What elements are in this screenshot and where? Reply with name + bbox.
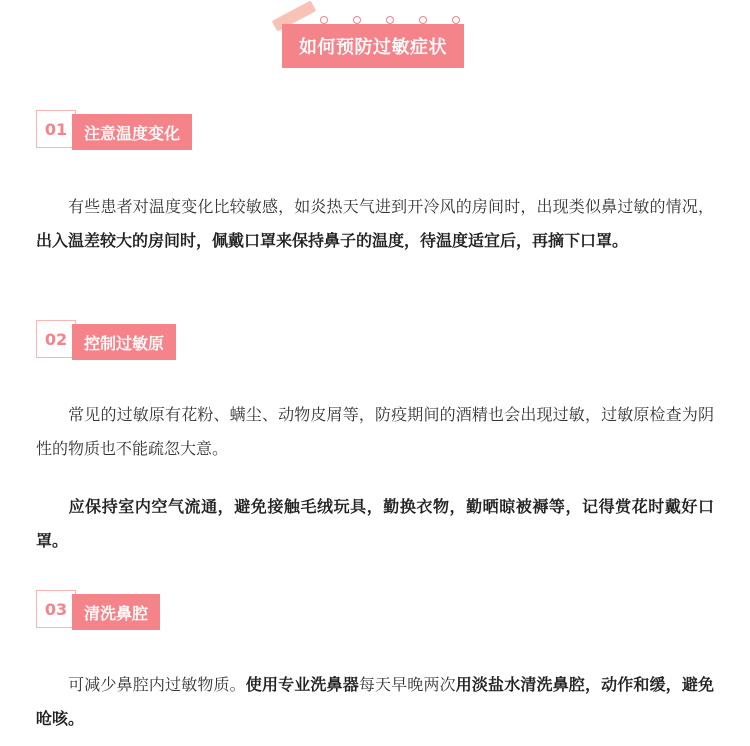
section-number: 02 bbox=[36, 320, 76, 358]
paragraph-text: 常见的过敏原有花粉、螨尘、动物皮屑等，防疫期间的酒精也会出现过敏，过敏原检查为阴性的物质也不能疏忽大意。 bbox=[36, 405, 714, 458]
dot bbox=[386, 16, 394, 24]
paragraph-bold-text: 用淡盐水清洗鼻腔，动作和缓，避免呛咳。 bbox=[36, 675, 714, 728]
paragraph-bold-text: 应保持室内空气流通，避免接触毛绒玩具，勤换衣物，勤晒晾被褥等，记得赏花时戴好口罩。 bbox=[36, 497, 714, 550]
paragraph-text: 有些患者对温度变化比较敏感，如炎热天气进到开冷风的房间时，出现类似鼻过敏的情况， bbox=[68, 197, 714, 216]
section-paragraph bbox=[36, 668, 714, 736]
section-title: 清洗鼻腔 bbox=[72, 594, 160, 630]
paragraph-text: 可减少鼻腔内过敏物质。 bbox=[68, 675, 246, 694]
dot bbox=[452, 16, 460, 24]
dot bbox=[320, 16, 328, 24]
section-header-02 bbox=[36, 320, 176, 360]
section-title: 注意温度变化 bbox=[72, 114, 192, 150]
section-paragraph bbox=[36, 190, 714, 258]
section-number: 01 bbox=[36, 110, 76, 148]
section-paragraph bbox=[36, 490, 714, 558]
section-number: 03 bbox=[36, 590, 76, 628]
dot bbox=[419, 16, 427, 24]
section-paragraph bbox=[36, 398, 714, 466]
section-title: 控制过敏原 bbox=[72, 324, 176, 360]
title-banner bbox=[282, 10, 466, 60]
paragraph-bold-text: 使用专业洗鼻器 bbox=[245, 675, 359, 694]
page-title: 如何预防过敏症状 bbox=[282, 24, 464, 68]
section-header-01 bbox=[36, 110, 192, 150]
dot bbox=[353, 16, 361, 24]
paragraph-bold-text: 出入温差较大的房间时，佩戴口罩来保持鼻子的温度，待温度适宜后，再摘下口罩。 bbox=[36, 231, 629, 250]
section-header-03 bbox=[36, 590, 160, 630]
paragraph-text: 每天早晚两次 bbox=[358, 675, 456, 694]
